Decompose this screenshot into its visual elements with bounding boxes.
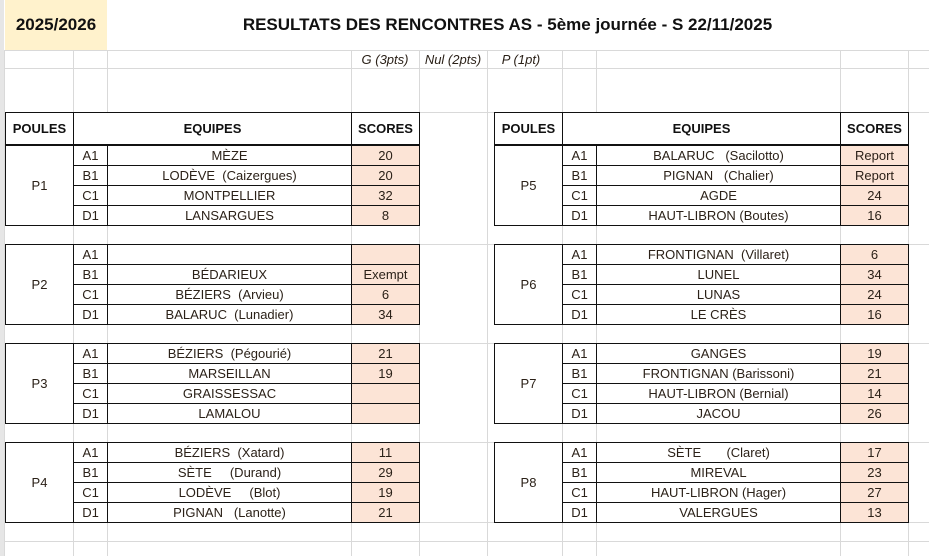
team-position: B1 [563,364,597,384]
table-row [495,443,909,463]
team-score[interactable]: 29 [352,463,420,483]
team-score[interactable]: 6 [841,245,909,265]
team-position: B1 [74,265,108,285]
team-name[interactable] [108,245,352,265]
pool-name: P5 [495,146,563,226]
team-position: C1 [563,285,597,305]
team-position: A1 [74,443,108,463]
team-position: A1 [563,344,597,364]
team-name[interactable]: LE CRÈS [597,305,841,325]
team-position: B1 [563,463,597,483]
team-name[interactable]: LAMALOU [108,404,352,424]
team-position: C1 [74,186,108,206]
team-score[interactable] [352,404,420,424]
team-position: B1 [74,166,108,186]
team-name[interactable]: BÉZIERS (Pégourié) [108,344,352,364]
team-name[interactable]: MARSEILLAN [108,364,352,384]
team-name[interactable]: PIGNAN (Chalier) [597,166,841,186]
team-name[interactable]: LODÈVE (Caizergues) [108,166,352,186]
pool-name: P7 [495,344,563,424]
team-score[interactable]: 26 [841,404,909,424]
team-score[interactable]: 21 [841,364,909,384]
team-name[interactable]: PIGNAN (Lanotte) [108,503,352,523]
column-header-equipes: EQUIPES [74,113,352,145]
team-score[interactable]: 16 [841,305,909,325]
team-name[interactable]: BALARUC (Sacilotto) [597,146,841,166]
pool-table-p2 [5,244,420,325]
team-name[interactable]: LODÈVE (Blot) [108,483,352,503]
pool-name: P8 [495,443,563,523]
team-name[interactable]: AGDE [597,186,841,206]
team-position: B1 [563,265,597,285]
pool-name: P2 [6,245,74,325]
team-score[interactable]: 21 [352,344,420,364]
pool-name: P1 [6,146,74,226]
team-score[interactable]: 20 [352,166,420,186]
team-score[interactable]: 20 [352,146,420,166]
team-name[interactable]: VALERGUES [597,503,841,523]
pool-name: P6 [495,245,563,325]
pool-table-p6 [494,244,909,325]
table-row [495,146,909,166]
team-score[interactable]: 34 [352,305,420,325]
column-header-equipes: EQUIPES [563,113,841,145]
team-name[interactable]: MÈZE [108,146,352,166]
team-name[interactable]: HAUT-LIBRON (Bernial) [597,384,841,404]
team-name[interactable]: MONTPELLIER [108,186,352,206]
team-position: D1 [74,404,108,424]
team-score[interactable]: 11 [352,443,420,463]
table-row [6,344,420,364]
team-position: A1 [74,146,108,166]
team-score[interactable] [352,384,420,404]
team-position: A1 [74,344,108,364]
team-position: B1 [74,463,108,483]
pool-table-p4 [5,442,420,523]
team-position: D1 [563,503,597,523]
team-score[interactable]: 23 [841,463,909,483]
table-row [6,245,420,265]
team-position: D1 [563,404,597,424]
team-position: D1 [563,206,597,226]
team-name[interactable]: FRONTIGNAN (Barissoni) [597,364,841,384]
column-header-poules: POULES [6,113,74,145]
team-score[interactable]: Exempt [352,265,420,285]
team-position: A1 [563,146,597,166]
team-score[interactable]: 32 [352,186,420,206]
team-score[interactable]: 24 [841,186,909,206]
team-name[interactable]: SÈTE (Durand) [108,463,352,483]
left-table-header [5,112,420,145]
team-name[interactable]: SÈTE (Claret) [597,443,841,463]
pool-table-p3 [5,343,420,424]
team-name[interactable]: JACOU [597,404,841,424]
column-header-scores: SCORES [841,113,909,145]
table-row [495,344,909,364]
team-score[interactable]: 16 [841,206,909,226]
team-position: A1 [563,443,597,463]
team-position: B1 [563,166,597,186]
table-row [6,146,420,166]
team-position: C1 [563,186,597,206]
season-label: 2025/2026 [5,0,107,50]
team-score[interactable]: Report [841,146,909,166]
team-score[interactable]: Report [841,166,909,186]
legend-win: G (3pts) [361,51,409,67]
table-row [495,245,909,265]
team-score[interactable]: 17 [841,443,909,463]
pool-table-p8 [494,442,909,523]
team-position: A1 [74,245,108,265]
pool-table-p1 [5,145,420,226]
team-name[interactable]: LUNEL [597,265,841,285]
team-score[interactable]: 21 [352,503,420,523]
team-score[interactable]: 14 [841,384,909,404]
team-name[interactable]: HAUT-LIBRON (Hager) [597,483,841,503]
team-score[interactable]: 24 [841,285,909,305]
team-position: C1 [74,285,108,305]
team-name[interactable]: LUNAS [597,285,841,305]
team-name[interactable]: GANGES [597,344,841,364]
team-name[interactable]: BÉZIERS (Arvieu) [108,285,352,305]
pool-name: P4 [6,443,74,523]
team-score[interactable]: 13 [841,503,909,523]
team-score[interactable]: 27 [841,483,909,503]
team-score[interactable]: 19 [352,483,420,503]
pool-name: P3 [6,344,74,424]
team-position: C1 [74,384,108,404]
team-name[interactable]: BÉDARIEUX [108,265,352,285]
team-score[interactable]: 34 [841,265,909,285]
right-table-header [494,112,909,145]
team-name[interactable]: MIREVAL [597,463,841,483]
team-score[interactable]: 6 [352,285,420,305]
team-position: A1 [563,245,597,265]
team-position: C1 [563,483,597,503]
column-header-poules: POULES [495,113,563,145]
team-position: B1 [74,364,108,384]
table-row [6,443,420,463]
team-name[interactable]: BÉZIERS (Xatard) [108,443,352,463]
team-position: D1 [74,305,108,325]
team-position: D1 [74,206,108,226]
team-position: C1 [563,384,597,404]
team-score[interactable] [352,245,420,265]
team-score[interactable]: 19 [841,344,909,364]
legend-loss: P (1pt) [501,51,541,67]
team-name[interactable]: FRONTIGNAN (Villaret) [597,245,841,265]
team-name[interactable]: LANSARGUES [108,206,352,226]
team-name[interactable]: HAUT-LIBRON (Boutes) [597,206,841,226]
team-name[interactable]: GRAISSESSAC [108,384,352,404]
team-position: D1 [563,305,597,325]
team-position: C1 [74,483,108,503]
column-header-scores: SCORES [352,113,420,145]
page-title: RESULTATS DES RENCONTRES AS - 5ème journée - S 22/11/2025 [242,15,773,34]
legend-draw: Nul (2pts) [424,51,482,67]
team-score[interactable]: 19 [352,364,420,384]
pool-table-p5 [494,145,909,226]
team-name[interactable]: BALARUC (Lunadier) [108,305,352,325]
team-position: D1 [74,503,108,523]
pool-table-p7 [494,343,909,424]
team-score[interactable]: 8 [352,206,420,226]
